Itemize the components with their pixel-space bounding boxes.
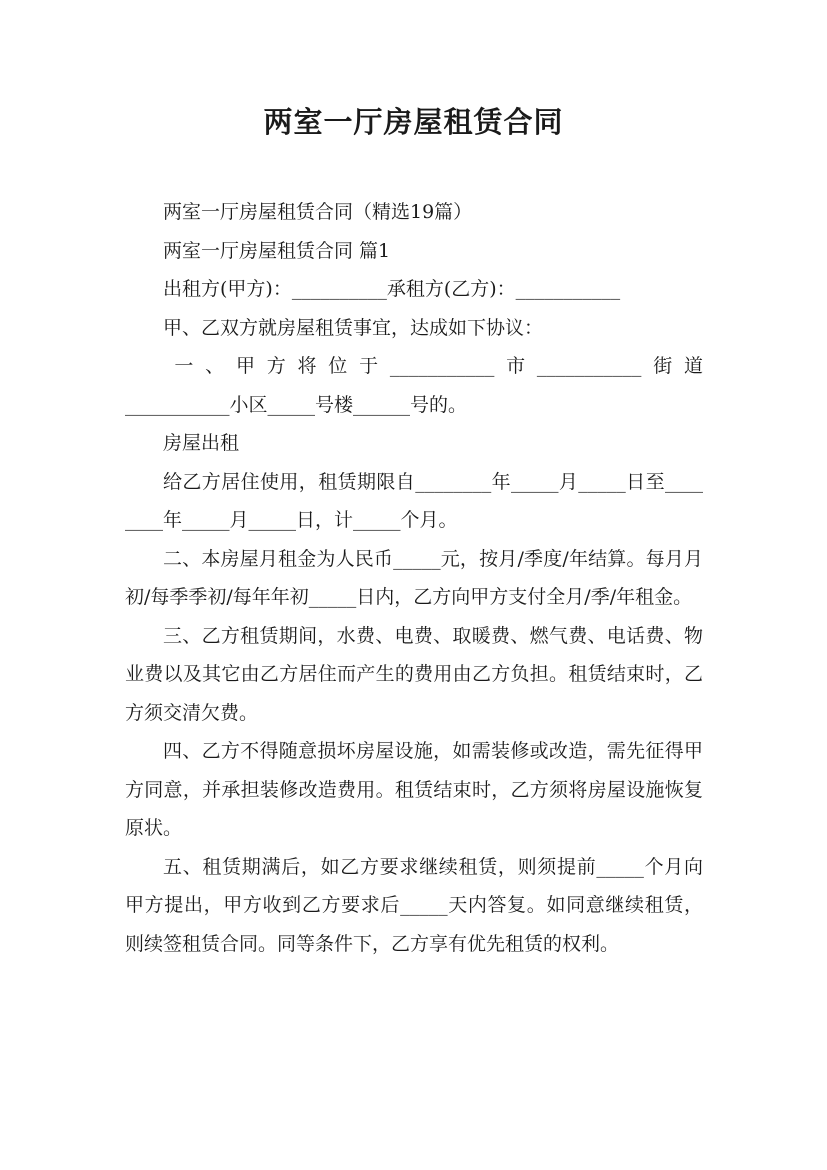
paragraph-clause-3-fees: 三、乙方租赁期间，水费、电费、取暖费、燃气费、电话费、物业费以及其它由乙方居住而产生的费用由乙方负担。租赁结束时，乙方须交清欠费。	[125, 624, 703, 724]
document-body	[125, 193, 703, 963]
paragraph-clause-4-facilities: 四、乙方不得随意损坏房屋设施，如需装修或改造，需先征得甲方同意，并承担装修改造费用。租赁结束时，乙方须将房屋设施恢复原状。	[125, 740, 703, 839]
paragraph-clause-2-rent: 二、本房屋月租金为人民币_____元，按月/季度/年结算。每月月初/每季季初/每年年初_____日内，乙方向甲方支付全月/季/年租金。	[125, 547, 703, 608]
paragraph-clause-1-address: ___________小区_____号楼______号的。	[125, 393, 468, 416]
paragraph-house-rental: 房屋出租	[163, 432, 240, 454]
paragraph-parties: 出租方(甲方)：__________承租方(乙方)：___________	[163, 278, 621, 300]
paragraph-lease-term: 给乙方居住使用，租赁期限自________年_____月_____日至________年_____月_____日，计_____个月。	[125, 470, 703, 531]
paragraph-agreement-intro: 甲、乙双方就房屋租赁事宜，达成如下协议：	[163, 316, 544, 339]
paragraph-clause-5-renewal: 五、租赁期满后，如乙方要求继续租赁，则须提前_____个月向甲方提出，甲方收到乙方要求后_____天内答复。如同意继续租赁，则续签租赁合同。同等条件下，乙方享有优先租赁的权利。	[125, 855, 703, 955]
paragraph-clause-1-location: 一、甲方将位于___________市___________街道	[174, 355, 703, 377]
document-title: 两室一厅房屋租赁合同	[263, 105, 564, 139]
paragraph-section-heading: 两室一厅房屋租赁合同 篇1	[163, 239, 391, 262]
paragraph-subtitle: 两室一厅房屋租赁合同（精选19篇）	[163, 201, 473, 223]
